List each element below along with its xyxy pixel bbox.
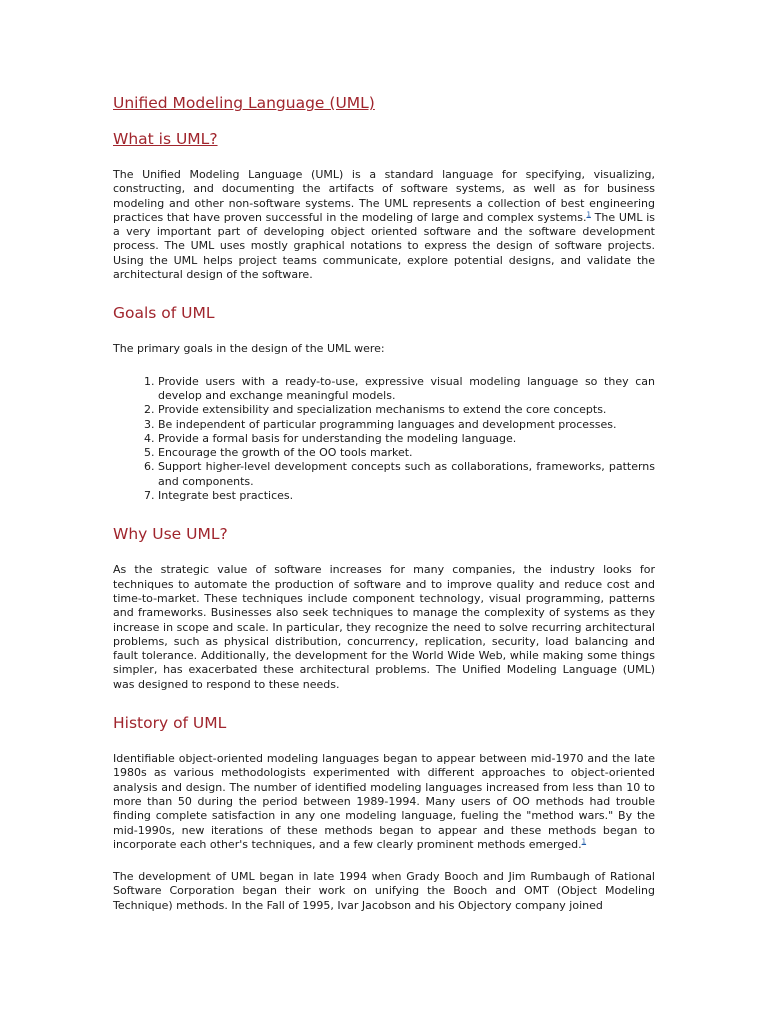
heading-goals-of-uml: Goals of UML xyxy=(113,304,215,323)
heading-history-of-uml: History of UML xyxy=(113,714,227,733)
document-title: Unified Modeling Language (UML) xyxy=(113,94,375,112)
footnote-link[interactable]: 1 xyxy=(581,837,587,846)
heading-why-use-uml: Why Use UML? xyxy=(113,525,228,544)
list-item: 3. Be independent of particular programming languages and development processes. xyxy=(158,418,655,432)
paragraph-what-is-uml: The Unified Modeling Language (UML) is a standard language for specifying, visualizing, constructing, and documenting the artifacts of software systems, as well as for business modeling and other non-software systems. The UML represents a collection of best engineering practices that have proven successful in the modeling of large and complex systems.$^1$ The UML is a very important part of developing object oriented software and the software development process. The UML uses mostly graphical notations to express the design of software projects. Using the UML helps project teams communicate, explore potential designs, and validate the architectural design of the software. xyxy=(113,168,656,282)
paragraph-goals-intro: The primary goals in the design of the UML were: xyxy=(113,342,385,356)
paragraph-history-2: The development of UML began in late 1994 when Grady Booch and Jim Rumbaugh of Rational Software Corporation began their work on unifying the Booch and OMT (Object Modeling Technique) methods. In the Fall of 1995, Ivar Jacobson and his Objectory company joined xyxy=(113,870,655,912)
list-item: 2. Provide extensibility and specialization mechanisms to extend the core concepts. xyxy=(158,403,655,417)
list-item: 4. Provide a formal basis for understanding the modeling language. xyxy=(158,432,655,446)
list-item: 5. Encourage the growth of the OO tools market. xyxy=(158,446,655,460)
footnote-link[interactable]: 1 xyxy=(586,210,591,219)
list-item: 1. Provide users with a ready-to-use, expressive visual modeling language so they can develop and exchange meaningful models. xyxy=(158,375,655,404)
goals-list xyxy=(113,375,655,504)
paragraph-why-use-uml: As the strategic value of software increases for many companies, the industry looks for techniques to automate the production of software and to improve quality and reduce cost and time-to-market. These techniques include component technology, visual programming, patterns and frameworks. Businesses also seek techniques to manage the complexity of systems as they increase in scope and scale. In particular, they recognize the need to solve recurring architectural problems, such as physical distribution, concurrency, replication, security, load balancing and fault tolerance. Additionally, the development for the World Wide Web, while making some things simpler, has exacerbated these architectural problems. The Unified Modeling Language (UML) was designed to respond to these needs. xyxy=(113,563,655,691)
heading-what-is-uml: What is UML? xyxy=(113,130,218,148)
list-item: 7. Integrate best practices. xyxy=(158,489,655,503)
paragraph-history-1: Identifiable object-oriented modeling languages began to appear between mid-1970 and the late 1980s as various methodologists experimented with different approaches to object-oriented analysis and design. The number of identified modeling languages increased from less than 10 to more than 50 during the period between 1989-1994. Many users of OO methods had trouble finding complete satisfaction in any one modeling language, fueling the "method wars." By the mid-1990s, new iterations of these methods began to appear and these methods began to incorporate each other's techniques, and a few clearly prominent methods emerged.$^1$ xyxy=(113,752,655,851)
list-item: 6. Support higher-level development concepts such as collaborations, frameworks, patterns and components. xyxy=(158,460,655,489)
